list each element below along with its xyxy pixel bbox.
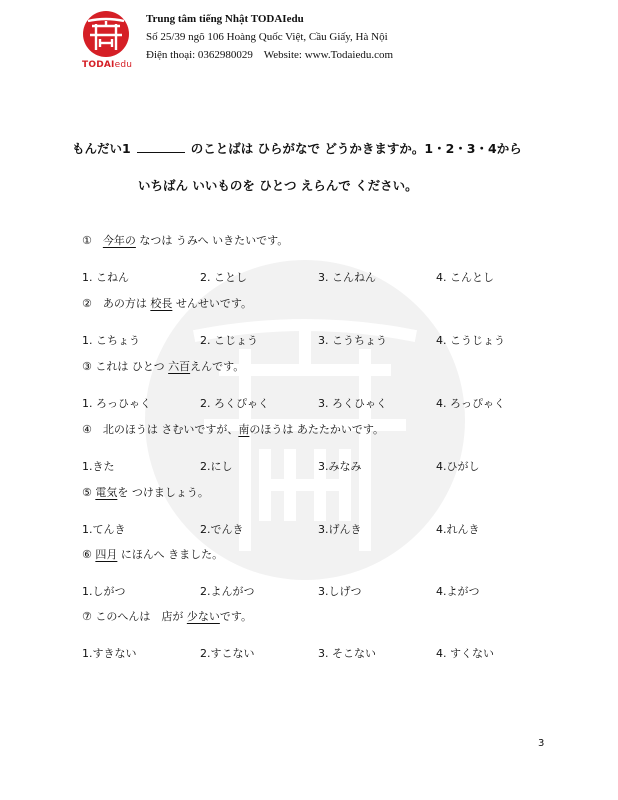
question-2 [82,295,252,311]
answer-option[interactable]: 1. こちょう [82,334,140,347]
question-text: ⑤ [82,486,96,499]
question-6 [82,546,223,562]
answer-option[interactable]: 1.すきない [82,647,137,660]
answer-option[interactable]: 2. ことし [200,271,247,284]
blank-line [137,141,185,153]
answer-option[interactable]: 2. こじょう [200,334,258,347]
answer-option[interactable]: 3.みなみ [318,460,362,473]
answer-option[interactable]: 4.れんき [436,523,480,536]
question-text: せんせいです。 [172,297,252,310]
answer-option[interactable]: 2. ろくぴゃく [200,397,269,410]
answer-options [82,583,502,599]
answer-option[interactable]: 3.しげつ [318,585,362,598]
question-7 [82,608,252,624]
question-text: ② あの方は [82,297,151,310]
question-text: なつは うみへ いきたいです。 [135,234,289,247]
answer-option[interactable]: 4. こうじょう [436,334,505,347]
instruction-line-2: いちばん いいものを ひとつ えらんで ください。 [138,178,418,193]
answer-option[interactable]: 1.きた [82,460,115,473]
question-target-word: 六百 [168,360,191,373]
question-text: ① [82,234,103,247]
answer-option[interactable]: 4.ひがし [436,460,480,473]
question-4 [82,421,384,437]
question-target-word: 南 [238,423,250,436]
question-text: えんです。 [190,360,245,373]
org-address: Số 25/39 ngõ 106 Hoàng Quốc Việt, Cầu Giấy, Hà Nội [146,31,388,43]
question-1 [82,232,288,248]
answer-options [82,395,505,411]
answer-options [82,458,502,474]
answer-option[interactable]: 1. こねん [82,271,129,284]
answer-option[interactable]: 2.すこない [200,647,255,660]
answer-option[interactable]: 3.げんき [318,523,362,536]
answer-option[interactable]: 1.しがつ [82,585,126,598]
answer-option[interactable]: 3. ろくひゃく [318,397,387,410]
answer-options [82,521,502,537]
answer-option[interactable]: 2.にし [200,460,233,473]
question-text: ⑦ このへんは 店が [82,610,187,623]
question-target-word: 校長 [150,297,173,310]
org-contact: Điện thoại: 0362980029 Website: www.Todaiedu.com [146,49,394,61]
question-text: ④ 北のほうは さむいですが、 [82,423,239,436]
question-text: のほうは あたたかいです。 [249,423,384,436]
question-text: にほんへ きました。 [117,548,224,561]
answer-options [82,645,502,661]
organization-info [146,10,393,64]
answer-options [82,269,502,285]
question-text: です。 [219,610,252,623]
answer-option[interactable]: 1.てんき [82,523,126,536]
answer-option[interactable]: 4. すくない [436,647,494,660]
answer-option[interactable]: 2.よんがつ [200,585,255,598]
question-target-word: 電気 [95,486,118,499]
question-target-word: 少ない [186,610,220,623]
answer-option[interactable]: 3. そこない [318,647,376,660]
instruction-line-1: もんだい1 のことばは ひらがなで どうかきますか。1・2・3・4から [72,141,522,156]
org-name: Trung tâm tiếng Nhật TODAIedu [146,13,304,25]
question-5 [82,484,209,500]
question-3 [82,358,244,374]
answer-option[interactable]: 3. こんねん [318,271,376,284]
answer-option[interactable]: 4. ろっぴゃく [436,397,505,410]
question-text: を つけましょう。 [117,486,209,499]
answer-option[interactable]: 4. こんとし [436,271,494,284]
question-text: ③ これは ひとつ [82,360,169,373]
answer-option[interactable]: 4.よがつ [436,585,480,598]
question-text: ⑥ [82,548,96,561]
answer-option[interactable]: 2.でんき [200,523,244,536]
answer-option[interactable]: 3. こうちょう [318,334,387,347]
question-target-word: 今年の [102,234,136,247]
page-number: 3 [538,738,545,749]
answer-option[interactable]: 1. ろっひゃく [82,397,151,410]
page-header [80,10,550,72]
logo-wordmark: TODAIedu [82,60,133,70]
answer-options [82,332,505,348]
question-target-word: 四月 [95,548,118,561]
